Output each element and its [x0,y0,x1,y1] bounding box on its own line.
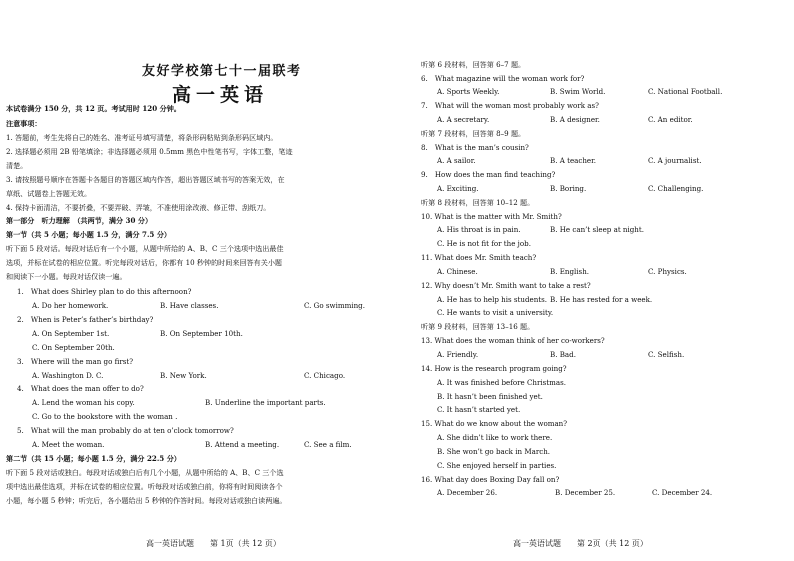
option-c: C. A journalist. [648,156,702,165]
question-stem: 3. Where will the man go first? [17,357,134,366]
option-a: A. His throat is in pain. [437,225,521,234]
option-c: C. December 24. [652,488,713,497]
option-a: A. Washington D. C. [32,371,104,380]
option-b: B. New York. [160,371,207,380]
option-c: C. He wants to visit a university. [437,308,554,317]
question-stem: 13. What does the woman think of her co-workers? [421,336,605,345]
option-a: A. Friendly. [437,350,479,359]
option-a: A. Meet the woman. [32,440,105,449]
part1-heading: 第一部分 听力理解 （共两节，满分 30 分） [6,216,153,225]
section2-heading: 第二节（共 15 小题；每小题 1.5 分，满分 22.5 分） [6,454,181,463]
question-stem: 15. What do we know about the woman? [421,419,568,428]
question-stem: 16. What day does Boxing Day fall on? [421,475,560,484]
option-a: A. He has to help his students. [437,295,548,304]
question-stem: 14. How is the research program going? [421,364,567,373]
subject-title: 高一英语 [172,84,269,106]
option-b: B. Bad. [550,350,576,359]
option-b: B. It hasn’t been finished yet. [437,392,543,401]
question-stem: 9. How does the man find teaching? [421,170,556,179]
question-stem: 1. What does Shirley plan to do this afternoon? [17,287,192,296]
option-a: A. Chinese. [437,267,478,276]
note-line: 清楚。 [6,161,28,170]
option-a: A. A sailor. [437,156,476,165]
option-a: A. Exciting. [437,184,479,193]
question-stem: 7. What will the woman most probably work as? [421,101,599,110]
option-c: C. He is not fit for the job. [437,239,531,248]
notes-heading: 注意事项： [6,119,42,128]
group-intro: 听第 7 段材料，回答第 8–9 题。 [421,129,526,138]
page-footer: 高一英语试题 第 1页（共 12 页） [146,539,281,548]
right-page [421,0,761,561]
option-b: B. Have classes. [160,301,219,310]
option-c: C. She enjoyed herself in parties. [437,461,557,470]
option-b: B. She won’t go back in March. [437,447,551,456]
option-c: C. Go to the bookstore with the woman . [32,412,178,421]
option-a: A. Sports Weekly. [437,87,500,96]
option-a: A. Lend the woman his copy. [32,398,135,407]
group-intro: 听第 9 段材料，回答第 13–16 题。 [421,322,535,331]
option-c: C. Chicago. [304,371,346,380]
option-b: B. Underline the important parts. [205,398,326,407]
exam-title: 友好学校第七十一届联考 [142,64,302,79]
option-b: B. On September 10th. [160,329,243,338]
option-a: A. Do her homework. [32,301,109,310]
option-b: B. He has rested for a week. [550,295,653,304]
note-line: 1. 答题前，考生先将自己的姓名、准考证号填写清楚，将条形码粘贴到条形码区域内。 [6,133,278,142]
option-b: B. English. [550,267,590,276]
option-b: B. Swim World. [550,87,606,96]
option-c: C. Challenging. [648,184,704,193]
option-b: B. Boring. [550,184,587,193]
section2-instruction: 项中选出最佳选项，并标在试卷的相应位置。听每段对话或独白前，你将有时间阅读各个 [6,482,283,491]
option-b: B. He can’t sleep at night. [550,225,644,234]
question-stem: 2. When is Peter’s father’s birthday? [17,315,154,324]
option-c: C. National Football. [648,87,723,96]
question-stem: 8. What is the man’s cousin? [421,143,529,152]
option-b: B. A designer. [550,115,600,124]
option-b: B. A teacher. [550,156,596,165]
option-c: C. Go swimming. [304,301,365,310]
section1-instruction: 选项，并标在试卷的相应位置。听完每段对话后，你都有 10 秒钟的时间来回答有关小题 [6,258,283,267]
option-c: C. Physics. [648,267,687,276]
note-line: 3. 请按照题号顺序在答题卡各题目的答题区域内作答，超出答题区域书写的答案无效，在 [6,175,285,184]
question-stem: 5. What will the man probably do at ten o’clock tomorrow? [17,426,234,435]
left-page [6,0,394,561]
option-a: A. December 26. [437,488,498,497]
option-a: A. A secretary. [437,115,490,124]
question-stem: 6. What magazine will the woman work for? [421,74,585,83]
question-stem: 12. Why doesn’t Mr. Smith want to take a rest? [421,281,591,290]
option-a: A. On September 1st. [32,329,110,338]
section2-instruction: 听下面 5 段对话或独白。每段对话或独白后有几个小题，从题中所给的 A、B、C 三个选 [6,468,284,477]
option-c: C. See a film. [304,440,352,449]
page-footer: 高一英语试题 第 2页（共 12 页） [513,539,648,548]
option-c: C. It hasn’t started yet. [437,405,521,414]
question-stem: 10. What is the matter with Mr. Smith? [421,212,562,221]
option-c: C. Selfish. [648,350,685,359]
section2-instruction: 小题，每小题 5 秒钟；听完后，各小题给出 5 秒钟的作答时间。每段对话或独白读两遍。 [6,496,287,505]
note-line: 草纸、试题卷上答题无效。 [6,189,92,198]
group-intro: 听第 6 段材料，回答第 6–7 题。 [421,60,526,69]
option-b: B. Attend a meeting. [205,440,280,449]
question-stem: 11. What does Mr. Smith teach? [421,253,537,262]
option-c: C. An editor. [648,115,693,124]
option-a: A. It was finished before Christmas. [437,378,566,387]
note-line: 2. 选择题必须用 2B 铅笔填涂；非选择题必须用 0.5mm 黑色中性笔书写，字体工整，笔迹 [6,147,293,156]
question-stem: 4. What does the man offer to do? [17,384,144,393]
option-a: A. She didn’t like to work there. [437,433,553,442]
score-line: 本试卷满分 150 分，共 12 页。考试用时 120 分钟。 [6,104,181,113]
section1-instruction: 听下面 5 段对话。每段对话后有一个小题，从题中所给的 A、B、C 三个选项中选出最佳 [6,244,284,253]
option-c: C. On September 20th. [32,343,115,352]
option-b: B. December 25. [555,488,616,497]
section1-instruction: 和阅读下一小题。每段对话仅读一遍。 [6,272,127,281]
group-intro: 听第 8 段材料，回答第 10–12 题。 [421,198,535,207]
note-line: 4. 保持卡面清洁，不要折叠，不要弄破、弄皱，不准使用涂改液、修正带、刮纸刀。 [6,203,271,212]
section1-heading: 第一节（共 5 小题；每小题 1.5 分，满分 7.5 分） [6,230,172,239]
